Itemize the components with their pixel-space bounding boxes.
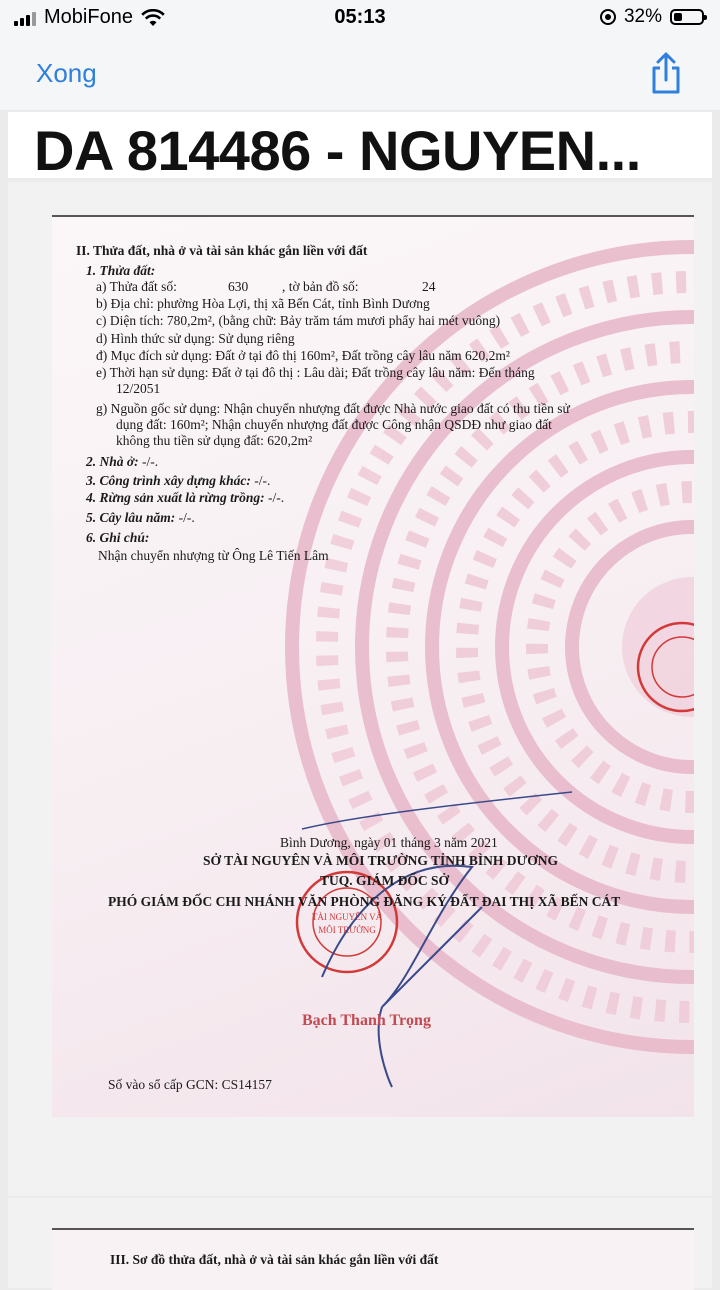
notes-label: 6. Ghi chú:	[86, 530, 150, 545]
document-title-band	[8, 112, 712, 182]
document-title: DA 814486 - NGUYEN...	[34, 119, 641, 182]
construction-row	[86, 473, 270, 489]
forest-row	[86, 490, 284, 506]
forest-label: 4. Rừng sản xuất là rừng trồng:	[86, 490, 265, 505]
svg-text:TÀI NGUYÊN VÀ: TÀI NGUYÊN VÀ	[311, 912, 383, 922]
house-label: 2. Nhà ở:	[86, 454, 139, 469]
map-sheet-label: , tờ bản đồ số:	[282, 279, 359, 294]
origin-line-2: dụng đất: 160m²; Nhận chuyển nhượng đất được Công nhận QSDĐ như giao đất	[116, 417, 552, 432]
origin-line-1: g) Nguồn gốc sử dụng: Nhận chuyển nhượng đất được Nhà nước giao đất có thu tiền sử	[96, 401, 570, 416]
done-button[interactable]: Xong	[36, 58, 97, 88]
perennial-value: -/-.	[178, 510, 195, 525]
usage-term-line-2: 12/2051	[116, 381, 161, 396]
department-name: SỞ TÀI NGUYÊN VÀ MÔI TRƯỜNG TỈNH BÌNH DƯƠNG	[203, 853, 559, 868]
house-row	[86, 454, 158, 470]
usage-form-line: d) Hình thức sử dụng: Sử dụng riêng	[96, 331, 295, 346]
battery-percent: 32%	[623, 6, 662, 27]
parcel-heading: 1. Thửa đất:	[86, 263, 156, 278]
share-icon[interactable]	[648, 52, 684, 96]
proxy-title: TUQ. GIÁM ĐỐC SỞ	[320, 873, 450, 888]
registry-number: Số vào sổ cấp GCN: CS14157	[108, 1077, 272, 1092]
area-line: c) Diện tích: 780,2m², (bằng chữ: Bảy trăm tám mươi phẩy hai mét vuông)	[96, 313, 501, 328]
forest-value: -/-.	[267, 490, 285, 505]
clock: 05:13	[334, 6, 386, 28]
usage-term-line-1: e) Thời hạn sử dụng: Đất ở tại đô thị : Lâu dài; Đất trồng cây lâu năm: Đến tháng	[96, 365, 535, 380]
construction-label: 3. Công trình xây dựng khác:	[86, 473, 251, 488]
svg-text:MÔI TRƯỜNG: MÔI TRƯỜNG	[318, 925, 376, 935]
carrier-name: MobiFone	[44, 6, 133, 28]
status-right	[600, 6, 704, 28]
house-value: -/-.	[142, 454, 159, 469]
signer-name: Bạch Thanh Trọng	[302, 1012, 431, 1029]
address-line: b) Địa chỉ: phường Hòa Lợi, thị xã Bến Cát, tỉnh Bình Dương	[96, 296, 430, 311]
certificate-page-2[interactable]	[52, 1228, 694, 1290]
perennial-row	[86, 510, 195, 526]
parcel-number-label: a) Thửa đất số:	[96, 279, 177, 294]
battery-icon	[670, 9, 704, 25]
map-sheet-value: 24	[422, 279, 436, 294]
perennial-label: 5. Cây lâu năm:	[86, 510, 176, 525]
origin-line-3: không thu tiền sử dụng đất: 620,2m²	[116, 433, 313, 448]
status-bar	[0, 0, 720, 40]
place-date: Bình Dương, ngày 01 tháng 3 năm 2021	[280, 835, 498, 850]
certificate-page[interactable]	[52, 215, 694, 1117]
orientation-lock-icon	[600, 9, 616, 25]
construction-value: -/-.	[254, 473, 271, 488]
section-heading: II. Thửa đất, nhà ở và tài sản khác gắn liền với đất	[76, 243, 368, 258]
usage-purpose-line: đ) Mục đích sử dụng: Đất ở tại đô thị 160m², Đất trồng cây lâu năm 620,2m²	[96, 348, 510, 363]
parcel-number-value: 630	[228, 279, 249, 294]
notes-value: Nhận chuyển nhượng từ Ông Lê Tiến Lâm	[98, 548, 329, 563]
office-title: PHÓ GIÁM ĐỐC CHI NHÁNH VĂN PHÒNG ĐĂNG KÝ ĐẤT ĐAI THỊ XÃ BẾN CÁT	[108, 894, 621, 909]
nav-bar	[0, 40, 720, 110]
page2-heading: III. Sơ đồ thửa đất, nhà ở và tài sản khác gắn liền với đất	[110, 1252, 439, 1267]
